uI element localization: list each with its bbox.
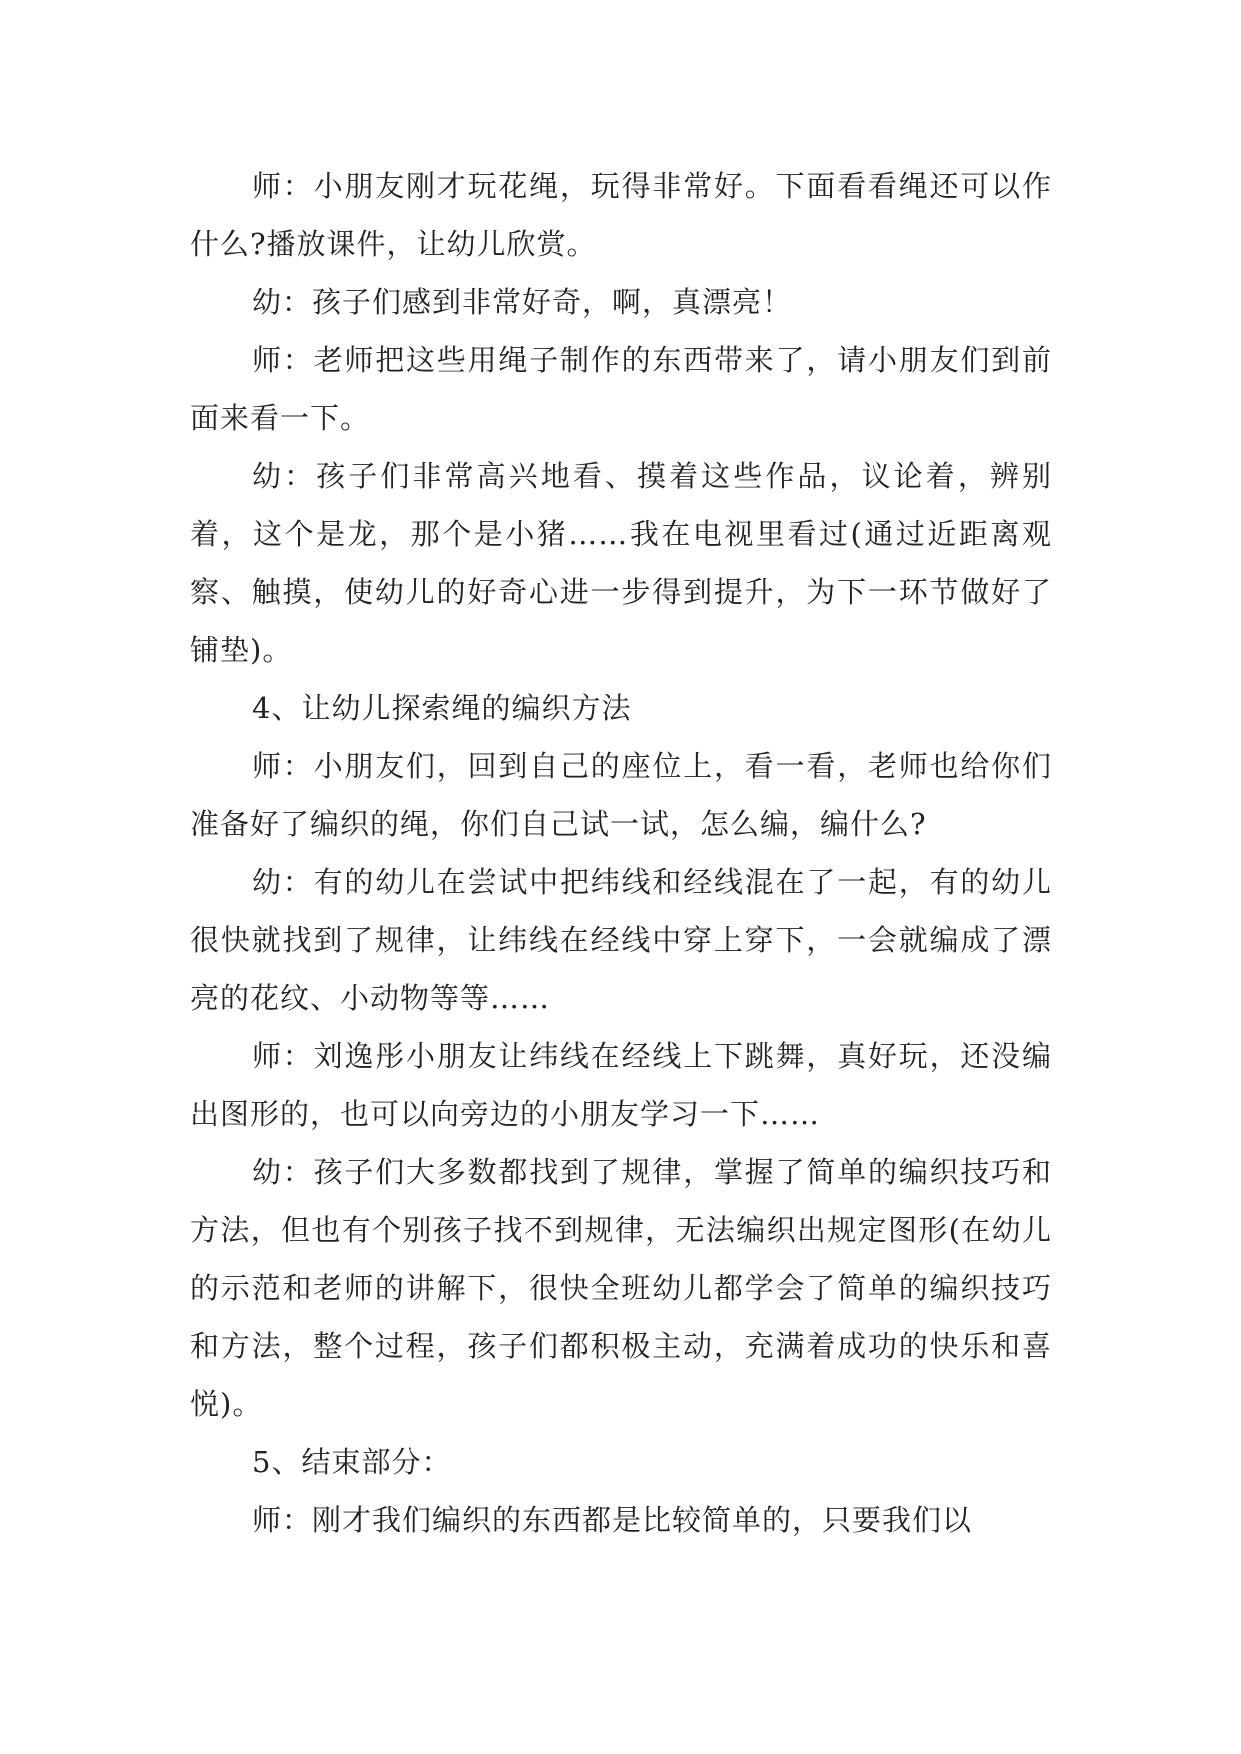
paragraph-children-reaction: 幼：孩子们感到非常好奇，啊，真漂亮！: [252, 285, 793, 319]
paragraph-teacher-display: 师：老师把这些用绳子制作的东西带来了，请小朋友们到前面来看一下。: [190, 343, 1052, 435]
document-body: [190, 157, 1052, 1549]
section-heading-5: 5、结束部分：: [252, 1445, 452, 1479]
paragraph-children-observe: 幼：孩子们非常高兴地看、摸着这些作品，议论着，辨别着，这个是龙，那个是小猪……我在电视里看过(通过近距离观察、触摸，使幼儿的好奇心进一步得到提升，为下一环节做好了铺垫)。: [190, 459, 1052, 667]
paragraph-teacher-intro: 师：小朋友刚才玩花绳，玩得非常好。下面看看绳还可以作什么?播放课件，让幼儿欣赏。: [190, 169, 1052, 261]
paragraph-teacher-weaving: 师：小朋友们，回到自己的座位上，看一看，老师也给你们准备好了编织的绳，你们自己试一试，怎么编，编什么?: [190, 749, 1052, 841]
paragraph-teacher-closing: 师：刚才我们编织的东西都是比较简单的，只要我们以: [252, 1503, 973, 1537]
paragraph-children-mastery: 幼：孩子们大多数都找到了规律，掌握了简单的编织技巧和方法，但也有个别孩子找不到规律，无法编织出规定图形(在幼儿的示范和老师的讲解下，很快全班幼儿都学会了简单的编织技巧和方法，整个过程，孩子们都积极主动，充满着成功的快乐和喜悦)。: [190, 1155, 1052, 1421]
paragraph-teacher-praise: 师：刘逸彤小朋友让纬线在经线上下跳舞，真好玩，还没编出图形的，也可以向旁边的小朋友学习一下……: [190, 1039, 1052, 1131]
paragraph-children-trying: 幼：有的幼儿在尝试中把纬线和经线混在了一起，有的幼儿很快就找到了规律，让纬线在经线中穿上穿下，一会就编成了漂亮的花纹、小动物等等……: [190, 865, 1052, 1015]
section-heading-4: 4、让幼儿探索绳的编织方法: [252, 691, 632, 725]
